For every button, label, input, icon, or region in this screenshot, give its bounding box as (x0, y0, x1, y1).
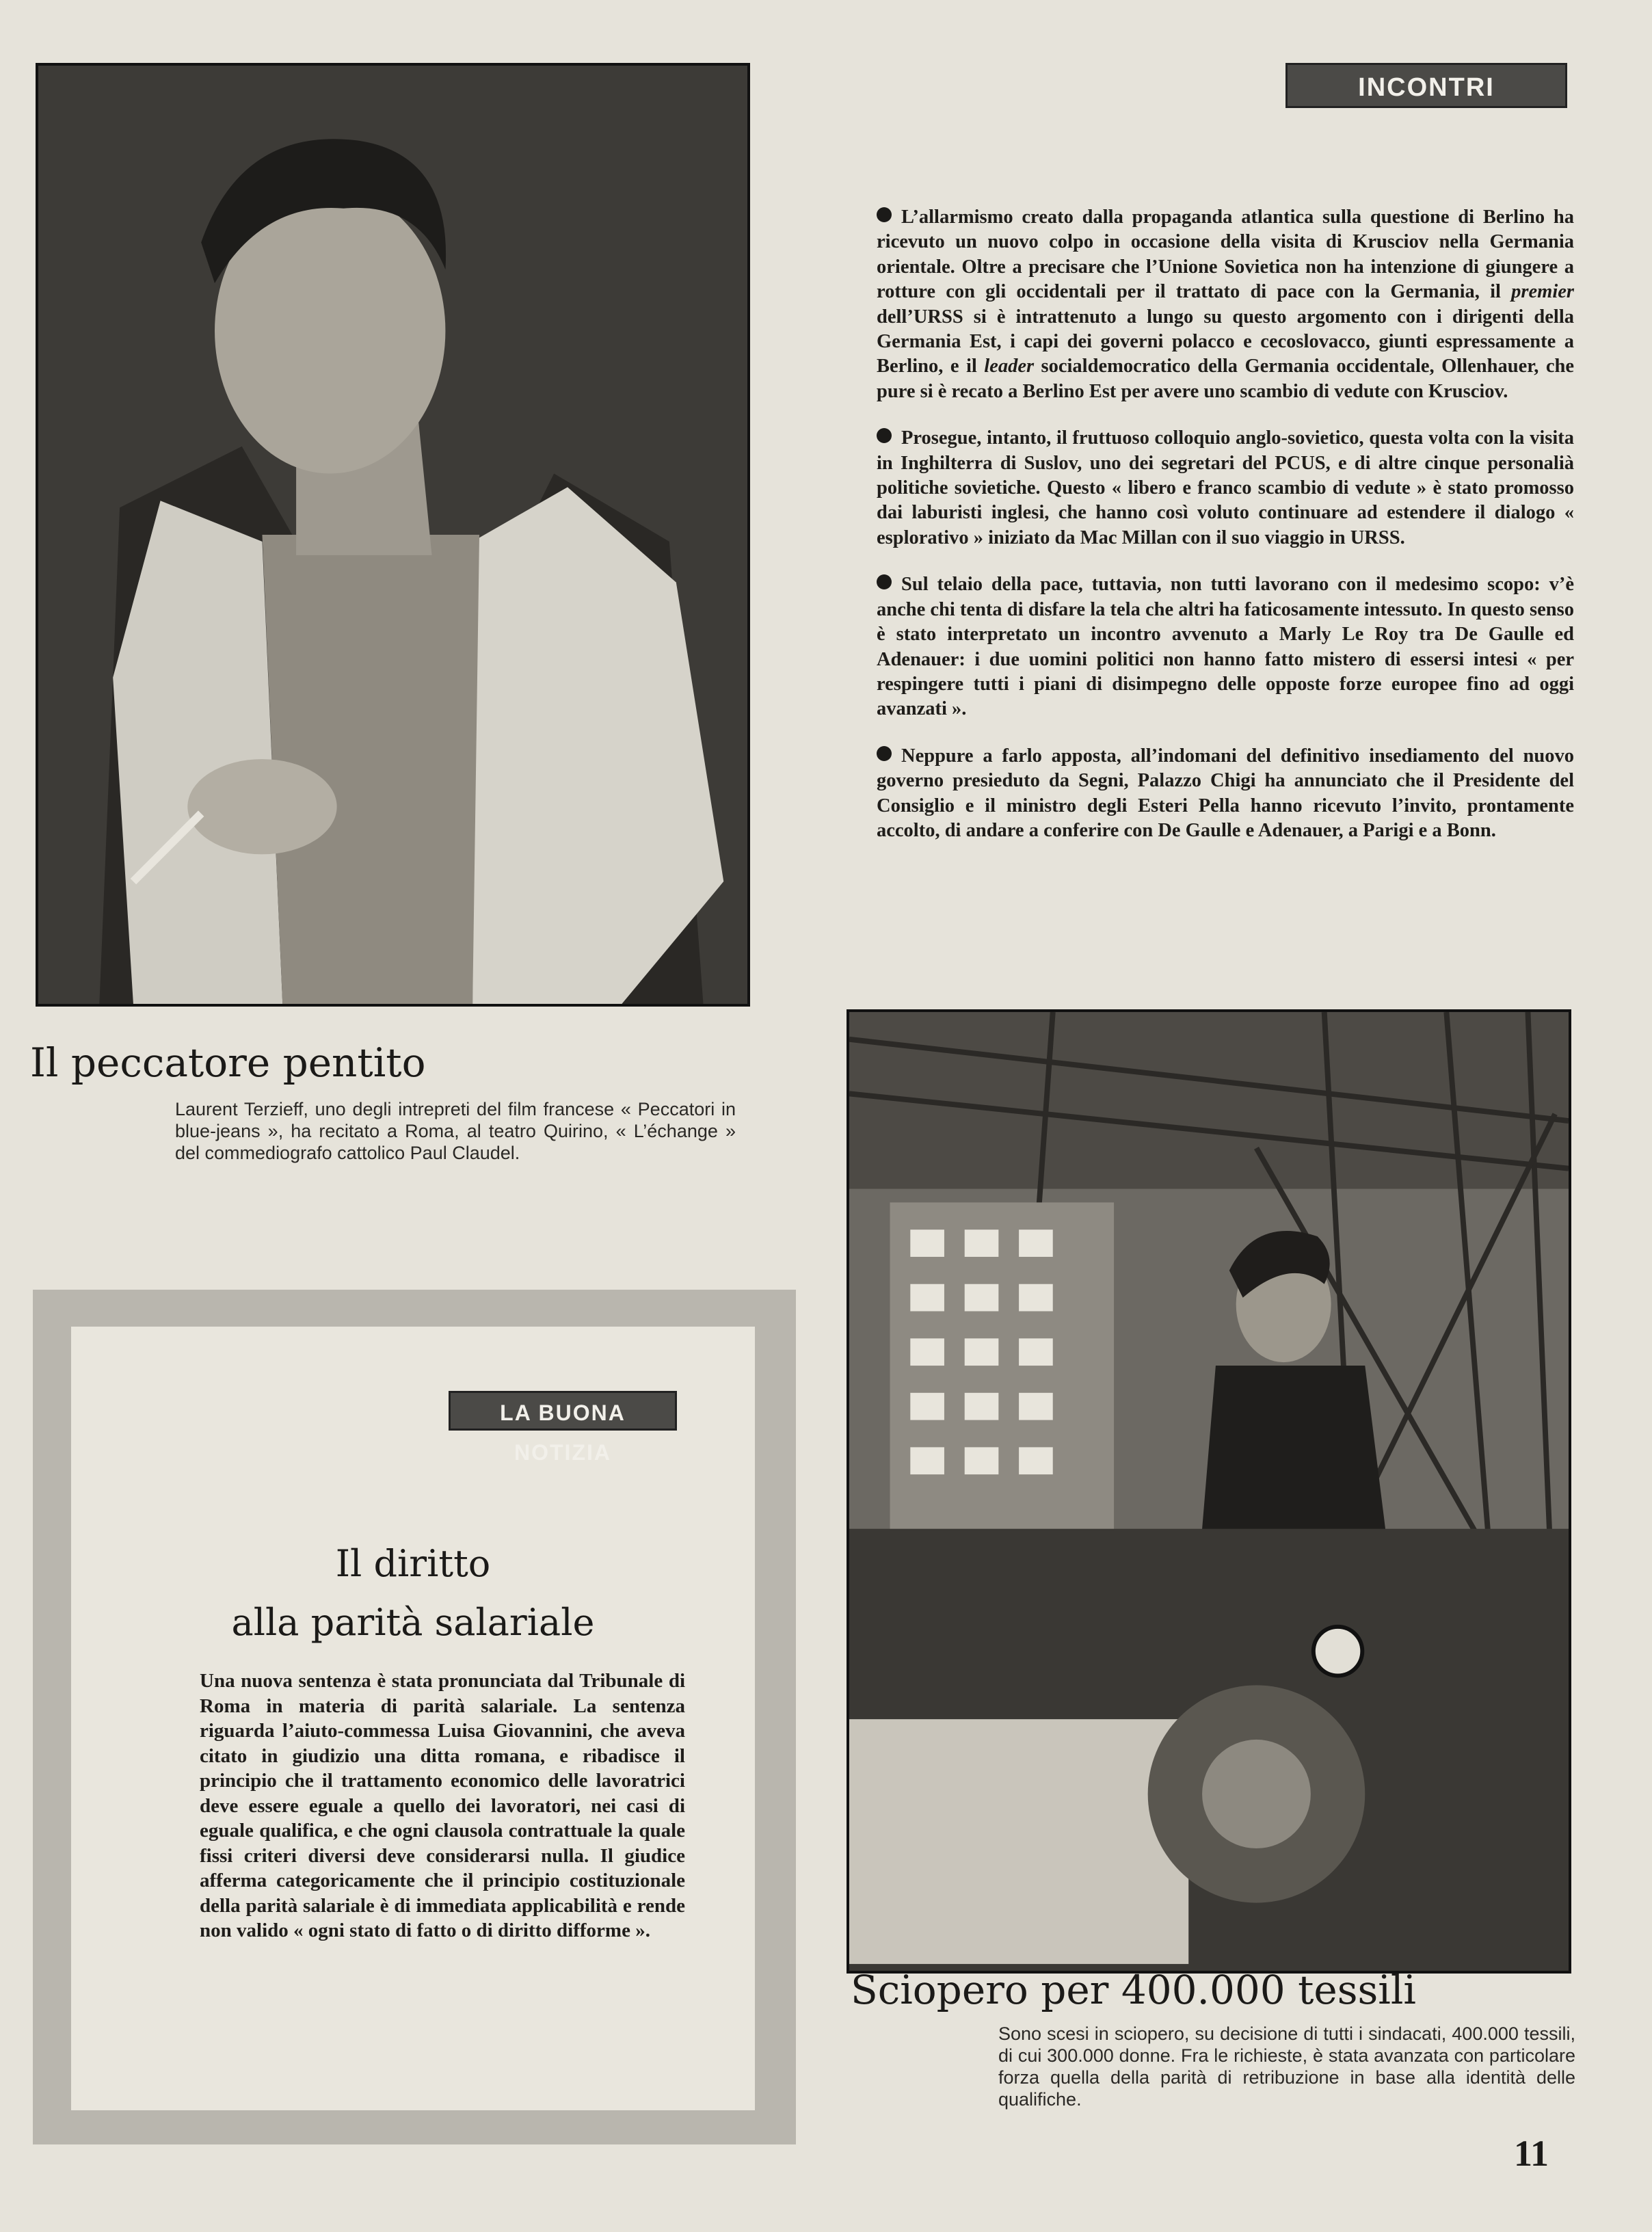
photo-left-title: Il peccatore pentito (30, 1039, 426, 1086)
good-news-text: Una nuova sentenza è stata pronunciata dal Tribunale di Roma in materia di parità salariale. La sentenza riguarda l’aiuto-commessa Luisa Giovannini, che aveva citato in giudizio una ditta romana, e ribadisce il principio che il trattamento economico delle lavoratrici deve essere eguale a quello dei lavoratori, nei casi di eguale qualifica, e che ogni clausola contrattuale la quale fissi criteri diversi deve considerarsi nulla. Il giudice afferma categoricamente che il principio costituzionale della parità salariale è di immediata applicabilità e rende non valido « ogni stato di fatto o di diritto difforme ». (200, 1670, 685, 1941)
good-news-title-line2: alla parità salariale (231, 1601, 595, 1644)
page-number: 11 (1514, 2133, 1549, 2174)
article-text: Sul telaio della pace, tuttavia, non tutti lavorano con il medesimo scopo: v’è anche chi tenta di disfare la tela che altri ha faticosamente intessuto. In questo senso è stato interpretato un incontro avvenuto a Marly Le Roy tra De Gaulle ed Adenauer: i due uomini politici non hanno fatto mistero di essersi intesi « per respingere tutti i piani di disimpegno delle opposte forze europee fino ad oggi avanzati ». (877, 574, 1574, 720)
factory-photo (847, 1009, 1571, 1974)
photo-right-title: Sciopero per 400.000 tessili (851, 1967, 1416, 2013)
good-news-box (33, 1290, 796, 2144)
bullet-icon (877, 428, 892, 443)
article-text: dell’URSS si è intrattenuto a lungo su questo argomento con i dirigenti della Germania Est, i capi dei governi polacco e cecoslovacco, giunti espressamente a Berlino, e il (877, 306, 1574, 377)
article-italic: leader (984, 356, 1035, 377)
article-text: Neppure a farlo apposta, all’indomani del definitivo insediamento del nuovo governo presieduto da Segni, Palazzo Chigi ha annunciato che il Presidente del Consiglio e il ministro degli Esteri Pella hanno ricevuto l’invito, prontamente accolto, di andare a conferire con De Gaulle e Adenauer, a Parigi e a Bonn. (877, 745, 1574, 841)
article-italic: premier (1511, 281, 1574, 303)
good-news-tag: LA BUONA NOTIZIA (449, 1391, 677, 1431)
portrait-photo (36, 63, 750, 1007)
section-tag: INCONTRI (1285, 63, 1567, 108)
factory-photo-illustration (849, 1012, 1569, 1971)
good-news-panel (71, 1327, 755, 2110)
bullet-icon (877, 207, 892, 222)
article-text: L’allarmismo creato dalla propaganda atlantica sulla questione di Berlino ha ricevuto un nuovo colpo in occasione della visita di Krusciov nella Germania orientale. Oltre a precisare che l’Unione Sovietica non ha intenzione di giungere a rotture con gli occidentali per il trattato di pace con la Germania, il (877, 207, 1574, 303)
article-paragraph (877, 426, 1574, 550)
good-news-title (71, 1534, 755, 1652)
article-text: socialdemocratico della Germania occidentale, Ollenhauer, che pure si è recato a Berlino Est per avere uno scambio di vedute con Krusciov. (877, 356, 1574, 402)
portrait-photo-illustration (38, 66, 747, 1004)
photo-left-caption: Laurent Terzieff, uno degli intrepreti del film francese « Peccatori in blue-jeans », ha recitato a Roma, al teatro Quirino, « L’échange » del commediografo cattolico Paul Claudel. (175, 1099, 736, 1163)
article-paragraph (877, 572, 1574, 721)
bullet-icon (877, 574, 892, 589)
good-news-title-line1: Il diritto (335, 1542, 491, 1585)
article-text: Prosegue, intanto, il fruttuoso colloquio anglo-sovietico, questa volta con la visita in Inghilterra di Suslov, uno dei segretari del PCUS, e di altre cinque personalià politiche sovietiche. Questo « libero e franco scambio di vedute » è stato promosso dai laburisti inglesi, che hanno così voluto continuare ad estendere il dialogo « esplorativo » iniziato da Mac Millan con il suo viaggio in URSS. (877, 427, 1574, 548)
article-paragraph (877, 205, 1574, 404)
article-paragraph (877, 744, 1574, 844)
articles-column (877, 205, 1574, 865)
photo-right-caption: Sono scesi in sciopero, su decisione di tutti i sindacati, 400.000 tessili, di cui 300.000 donne. Fra le richieste, è stata avanzata con particolare forza quella della parità di retribuzione in base alla identità delle qualifiche. (998, 2023, 1575, 2110)
bullet-icon (877, 746, 892, 761)
